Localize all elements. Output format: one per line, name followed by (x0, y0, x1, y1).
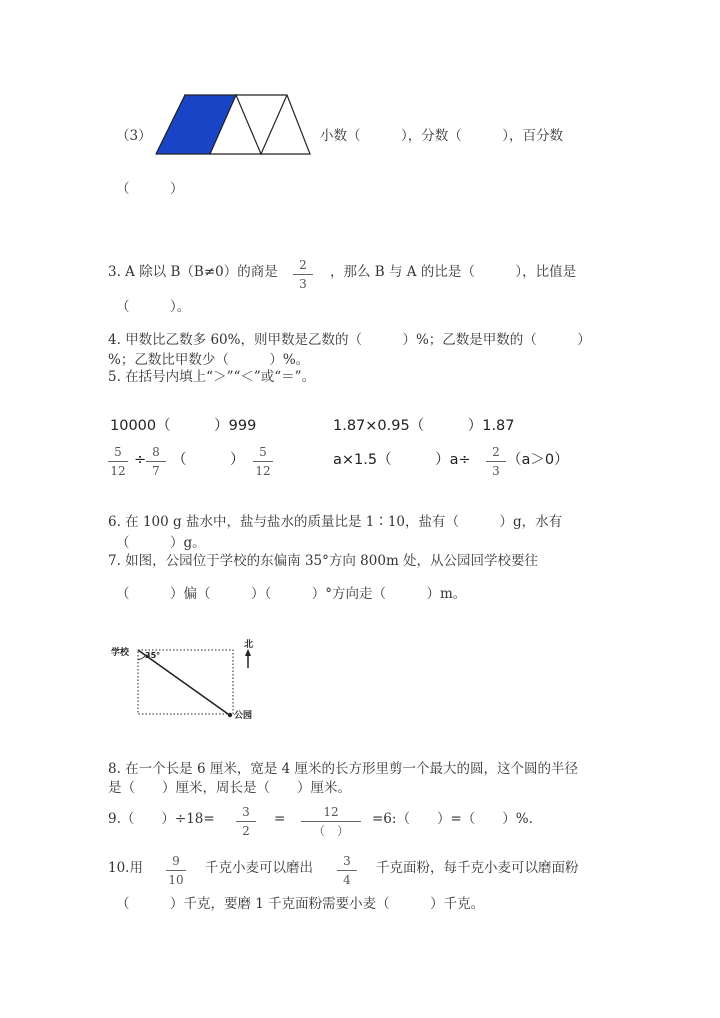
q5-frac-2-den: 7 (152, 464, 160, 478)
q10-line2: （ ）千克，要磨 1 千克面粉需要小麦（ ）千克。 (116, 896, 485, 912)
q10-text-a: 10.用 (108, 860, 143, 876)
diagram-north-label: 北 (244, 640, 254, 650)
q9-frac-2-num: 12 (323, 805, 339, 819)
q8-line2: 是（ ）厘米，周长是（ ）厘米。 (108, 780, 351, 796)
q3-frac-num: 2 (299, 258, 307, 272)
diagram-angle-label: 35° (145, 651, 161, 660)
q10-text-b: 千克小麦可以磨出 (205, 860, 313, 876)
q10-frac-2-num: 3 (343, 854, 351, 868)
q7-line2: （ ）偏（ ）（ ）°方向走（ ）m。 (116, 586, 467, 602)
q10-frac-1-den: 10 (168, 873, 184, 887)
q5-frac-1-num: 5 (114, 445, 122, 459)
q10-frac-2-den: 4 (343, 873, 351, 887)
direction-diagram (108, 638, 268, 728)
q10-fraction-2 (336, 855, 358, 886)
q3-fraction (292, 259, 314, 290)
q5-frac-3-den: 12 (255, 464, 271, 478)
q5-frac-2 (145, 446, 167, 477)
q8-line1: 8. 在一个长是 6 厘米，宽是 4 厘米的长方形里剪一个最大的圆，这个圆的半径 (108, 761, 579, 777)
diagram-park-label: 公园 (234, 711, 253, 721)
q3-part-line2: （ ） (116, 181, 184, 197)
q5-frac-1 (107, 446, 129, 477)
q5-frac-4-num: 2 (492, 445, 500, 459)
q5-row1-left: 10000（ ）999 (110, 418, 257, 434)
q4-line2: %；乙数比甲数少（ ）%。 (108, 352, 310, 368)
q3-frac-den: 3 (299, 277, 307, 291)
q3-text-b: ，那么 B 与 A 的比是（ ），比值是 (330, 264, 577, 280)
q4-line1: 4. 甲数比乙数多 60%，则甲数是乙数的（ ）%；乙数是甲数的（ ） (108, 332, 591, 348)
q5-row2-blank: （ ） (172, 452, 245, 468)
q5-title: 5. 在括号内填上“＞”“＜”或“＝”。 (108, 369, 316, 385)
q9-frac-1-num: 3 (242, 805, 250, 819)
q5-frac-3 (252, 446, 274, 477)
q5-frac-2-num: 8 (152, 445, 160, 459)
q3-part-label: （3） (116, 128, 152, 144)
triangle-strip-figure (155, 93, 315, 157)
q9-frac-1-den: 2 (242, 824, 250, 838)
q6-line2: （ ）g。 (116, 535, 206, 551)
q6-line1: 6. 在 100 g 盐水中，盐与盐水的质量比是 1∶10，盐有（ ）g，水有 (108, 514, 563, 530)
q9-equals: = (274, 811, 286, 827)
q9-text-b: =6:（ ）=（ ）%. (372, 811, 533, 827)
q10-fraction-1 (165, 855, 187, 886)
q3-text-a: 3. A 除以 B（B≠0）的商是 (108, 264, 278, 280)
q5-row2-condition: （a＞0） (507, 452, 569, 468)
q9-frac-2-den: （ ） (312, 824, 349, 838)
q9-text-a: 9.（ ）÷18= (108, 811, 215, 827)
north-arrow-head (245, 649, 251, 656)
q5-frac-4-den: 3 (492, 464, 500, 478)
q5-divide-sign: ÷ (134, 452, 147, 468)
q3-line2: （ ）。 (116, 299, 191, 315)
q5-row1-right: 1.87×0.95（ ）1.87 (333, 418, 515, 434)
park-point (228, 713, 232, 717)
q5-frac-1-den: 12 (110, 464, 126, 478)
q5-frac-4 (485, 446, 507, 477)
q7-line1: 7. 如图，公园位于学校的东偏南 35°方向 800m 处，从公园回学校要往 (108, 553, 539, 569)
q9-fraction-1 (235, 806, 257, 837)
q9-fraction-2 (300, 806, 362, 837)
q10-text-c: 千克面粉，每千克小麦可以磨面粉 (376, 860, 579, 876)
q10-frac-1-num: 9 (172, 854, 180, 868)
q5-row2-right-a: a×1.5（ ）a÷ (333, 452, 471, 468)
q5-frac-3-num: 5 (259, 445, 267, 459)
diagram-school-label: 学校 (111, 648, 130, 658)
q3-part-text: 小数（ ），分数（ ），百分数 (320, 128, 563, 144)
